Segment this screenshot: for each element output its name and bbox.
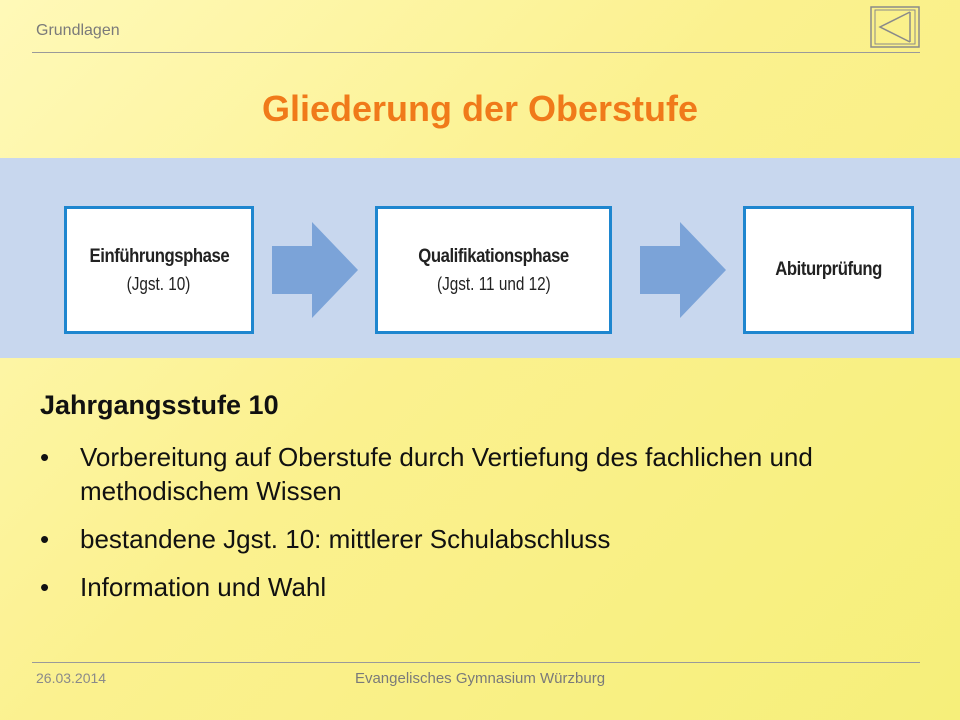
bullet-text: Information und Wahl <box>80 572 327 602</box>
back-nav-icon[interactable] <box>870 6 920 48</box>
content-subheading: Jahrgangsstufe 10 <box>40 390 279 420</box>
bottom-divider <box>32 662 920 663</box>
footer-date: 26.03.2014 <box>36 670 107 686</box>
bullet-text: bestandene Jgst. 10: mittlerer Schulabschluss <box>80 524 611 554</box>
list-item <box>40 440 930 508</box>
footer-school: Evangelisches Gymnasium Würzburg <box>354 670 606 687</box>
phase-box-subtitle: (Jgst. 11 und 12) <box>436 273 551 294</box>
bullet-glyph: • <box>40 572 50 602</box>
phase-box-title: Einführungsphase <box>89 245 229 267</box>
bullet-text: Vorbereitung auf Oberstufe durch Vertiefung des fachlichen und methodischem Wissen <box>80 442 813 506</box>
list-item <box>40 522 930 556</box>
bullet-glyph: • <box>40 442 50 472</box>
list-item <box>40 570 930 604</box>
phase-box-abitur <box>743 206 914 334</box>
phase-box-title: Qualifikationsphase <box>418 245 569 267</box>
bullet-glyph: • <box>40 524 50 554</box>
top-divider <box>32 52 920 53</box>
phase-box-subtitle: (Jgst. 10) <box>127 273 191 294</box>
right-arrow-icon <box>640 222 726 318</box>
phase-box-qualifikation <box>375 206 612 334</box>
phase-box-title: Abiturprüfung <box>775 259 882 280</box>
right-arrow-icon <box>272 222 358 318</box>
section-label: Grundlagen <box>36 22 120 39</box>
bullet-list <box>40 440 930 618</box>
slide-title: Gliederung der Oberstufe <box>261 88 699 129</box>
phase-box-einfuehrung <box>64 206 254 334</box>
